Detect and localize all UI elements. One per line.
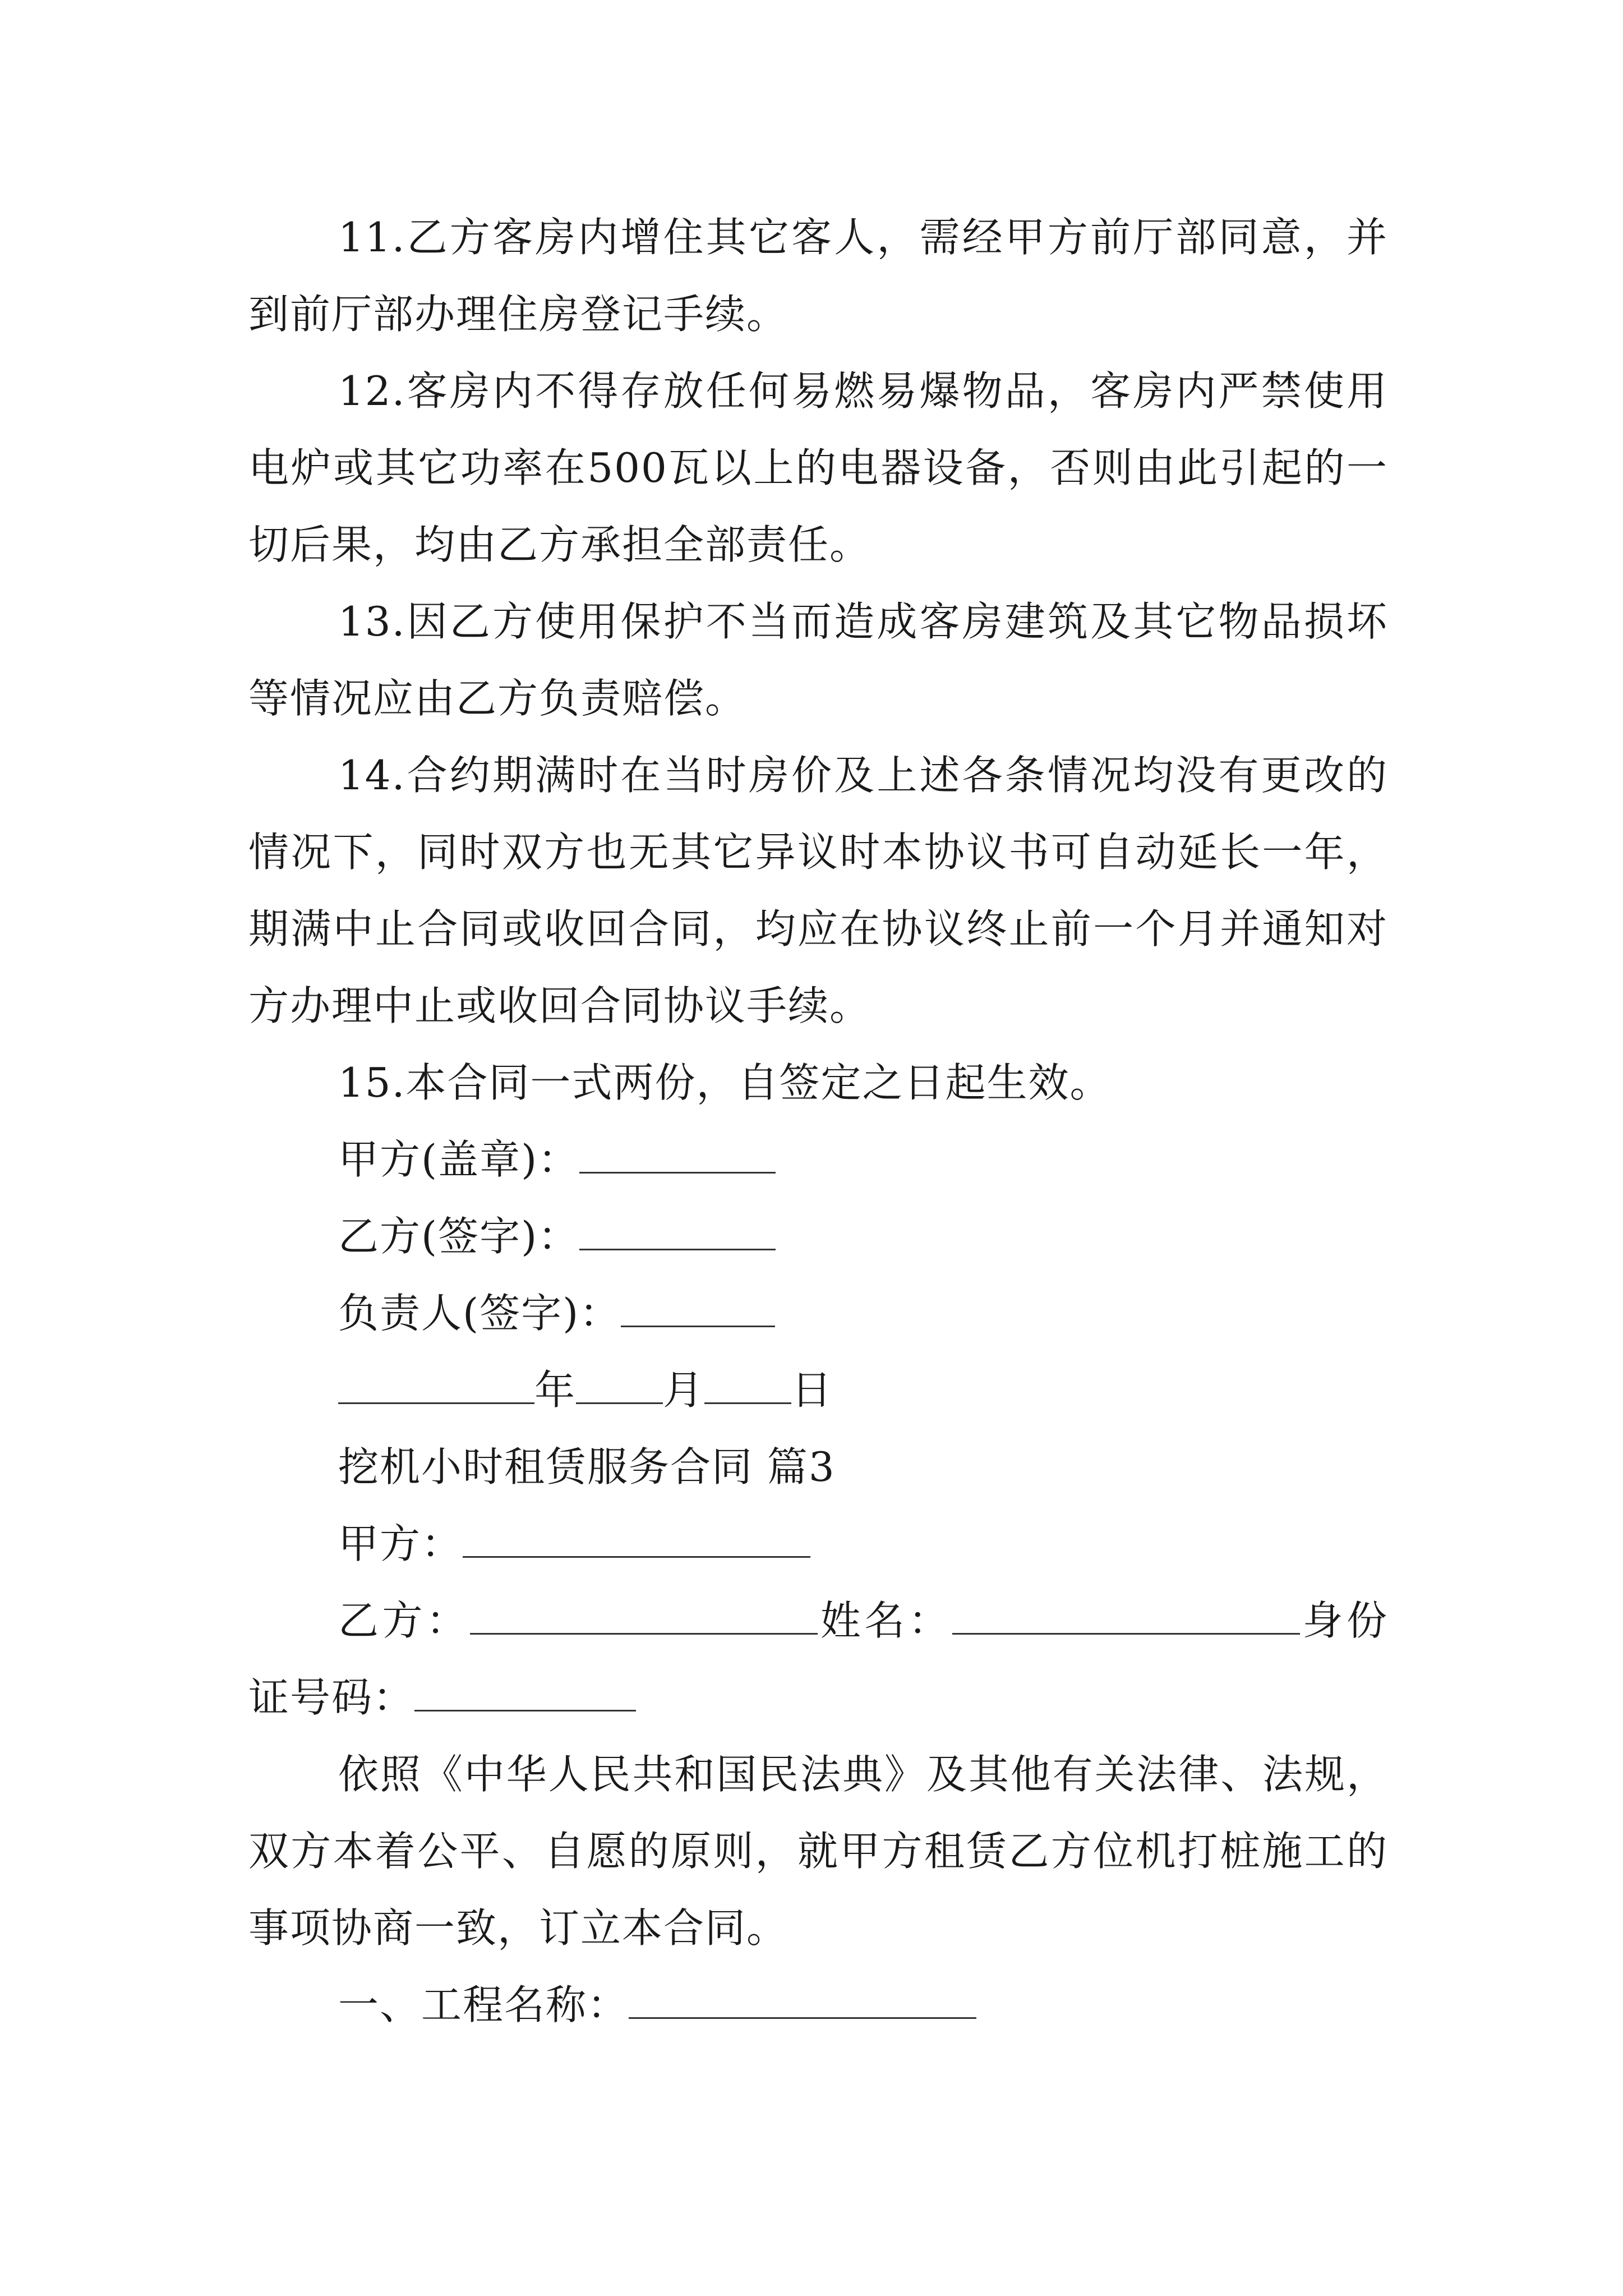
section-3-id-blank[interactable]	[414, 1675, 636, 1711]
section-3-party-b-blank[interactable]	[470, 1598, 818, 1635]
section-3-project-name-label: 一、工程名称：	[338, 1981, 629, 2028]
section-3-project-name-blank[interactable]	[629, 1982, 976, 2019]
document-body	[248, 199, 1388, 2044]
section-3-party-b-label: 乙方：	[338, 1597, 471, 1644]
section-3-intro: 依照《中华人民共和国民法典》及其他有关法律、法规，双方本着公平、自愿的原则，就甲方租赁乙方位机打桩施工的事项协商一致，订立本合同。	[248, 1751, 1388, 1952]
clause-15: 15.本合同一式两份，自签定之日起生效。	[338, 1059, 1112, 1106]
section-3-name-blank[interactable]	[952, 1598, 1300, 1635]
section-3-party-a	[248, 1506, 1388, 1582]
date-day-label: 日	[791, 1366, 833, 1414]
signature-date	[248, 1352, 1388, 1429]
signature-party-a-blank[interactable]	[579, 1137, 776, 1174]
signature-party-b	[248, 1198, 1388, 1275]
date-month-blank[interactable]	[576, 1368, 663, 1404]
section-3-party-a-blank[interactable]	[463, 1521, 810, 1558]
clause-11: 11.乙方客房内增住其它客人，需经甲方前厅部同意，并到前厅部办理住房登记手续。	[248, 214, 1388, 338]
signature-responsible	[248, 1275, 1388, 1352]
signature-party-b-label: 乙方(签字)：	[338, 1213, 580, 1260]
signature-party-a-label: 甲方(盖章)：	[338, 1136, 580, 1183]
signature-party-b-blank[interactable]	[579, 1214, 776, 1250]
clause-12: 12.客房内不得存放任何易燃易爆物品，客房内严禁使用电炉或其它功率在500瓦以上的电器设备，否则由此引起的一切后果，均由乙方承担全部责任。	[248, 367, 1388, 568]
section-3-title: 挖机小时租赁服务合同 篇3	[338, 1443, 836, 1490]
date-month-label: 月	[663, 1366, 705, 1414]
clause-13: 13.因乙方使用保护不当而造成客房建筑及其它物品损坏等情况应由乙方负责赔偿。	[248, 598, 1388, 722]
signature-party-a	[248, 1121, 1388, 1198]
section-3-id-label: 身份证号码：	[248, 1597, 1388, 1721]
date-year-blank[interactable]	[338, 1368, 534, 1404]
date-day-blank[interactable]	[704, 1368, 791, 1404]
section-3-name-label: 姓名：	[818, 1597, 953, 1644]
signature-responsible-label: 负责人(签字)：	[338, 1290, 621, 1337]
signature-responsible-blank[interactable]	[621, 1291, 775, 1327]
date-year-label: 年	[534, 1366, 577, 1414]
section-3-party-b	[248, 1582, 1388, 1736]
section-3-project-name	[248, 1967, 1388, 2044]
clause-14: 14.合约期满时在当时房价及上述各条情况均没有更改的情况下，同时双方也无其它异议时本协议书可自动延长一年，期满中止合同或收回合同，均应在协议终止前一个月并通知对方办理中止或收回合同协议手续。	[248, 752, 1388, 1029]
section-3-party-a-label: 甲方：	[338, 1520, 463, 1567]
